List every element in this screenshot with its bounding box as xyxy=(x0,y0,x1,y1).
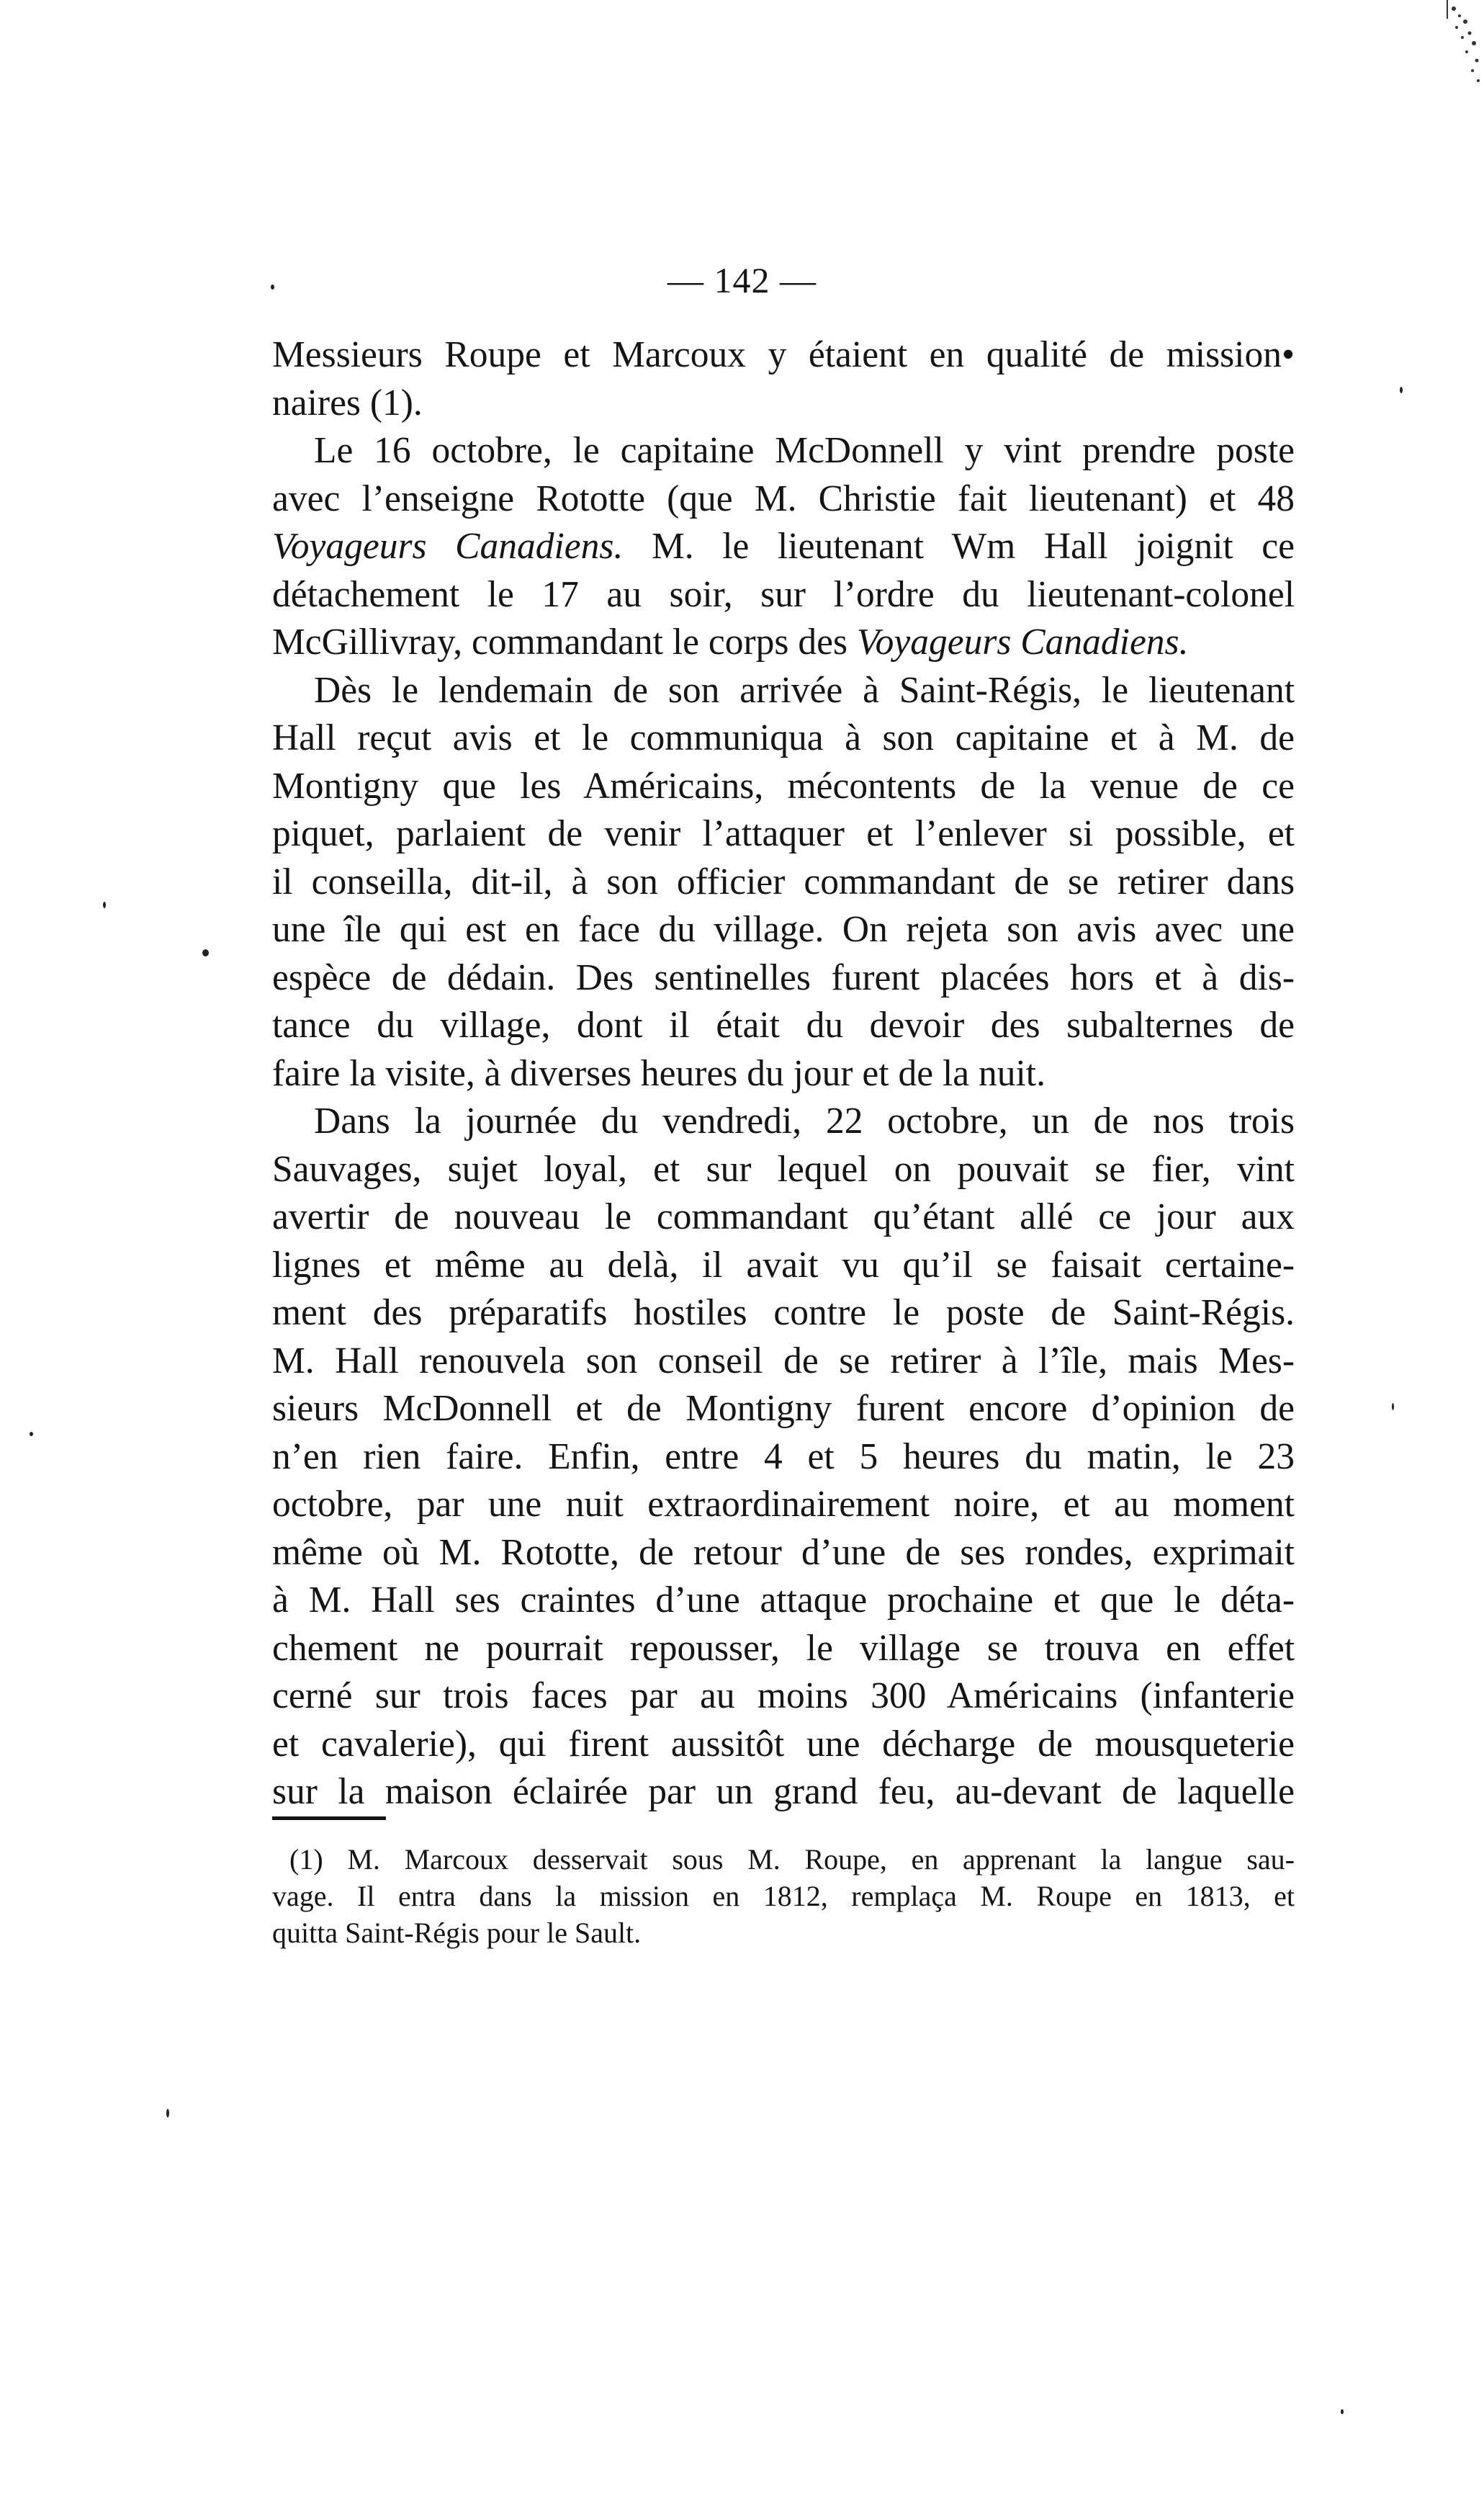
text-line: McGillivray, commandant le corps des Voyageurs Canadiens. xyxy=(272,622,1189,663)
body-text xyxy=(272,331,1295,1816)
footnote-rule xyxy=(272,1816,386,1820)
text-line: naires (1). xyxy=(272,382,423,424)
scan-speck xyxy=(1400,387,1403,393)
text-line: tance du village, dont il était du devoir des subalternes de xyxy=(272,1005,1295,1046)
italic-phrase: Voyageurs Canadiens. xyxy=(272,526,624,567)
page-number: — 142 — xyxy=(667,260,817,300)
text-line: Dans la journée du vendredi, 22 octobre, un de nos trois xyxy=(314,1101,1295,1142)
text-line: avec l’enseigne Rototte (que M. Christie fait lieutenant) et 48 xyxy=(272,478,1295,519)
text-line: une île qui est en face du village. On rejeta son avis avec une xyxy=(272,909,1295,950)
text-line: sieurs McDonnell et de Montigny furent encore d’opinion de xyxy=(272,1388,1295,1429)
scan-edge-noise xyxy=(1441,0,1484,94)
text-line: cerné sur trois faces par au moins 300 Américains (infanterie xyxy=(272,1675,1295,1716)
text-line: même où M. Rototte, de retour d’une de ses rondes, exprimait xyxy=(272,1531,1295,1573)
text-line: Dès le lendemain de son arrivée à Saint-Régis, le lieutenant xyxy=(314,669,1295,711)
text-line: avertir de nouveau le commandant qu’étant allé ce jour aux xyxy=(272,1196,1295,1237)
italic-phrase: Voyageurs Canadiens. xyxy=(856,622,1189,663)
scan-speck xyxy=(166,2109,169,2118)
scan-speck xyxy=(202,949,209,956)
text-line: espèce de dédain. Des sentinelles furent placées hors et à dis- xyxy=(272,956,1295,998)
text-line: faire la visite, à diverses heures du jour et de la nuit. xyxy=(272,1052,1045,1094)
text-line: à M. Hall ses craintes d’une attaque prochaine et que le déta- xyxy=(272,1579,1295,1621)
text-line: ment des préparatifs hostiles contre le poste de Saint-Régis. xyxy=(272,1292,1295,1333)
scan-speck xyxy=(30,1432,33,1436)
text-line: chement ne pourrait repousser, le village se trouva en effet xyxy=(272,1627,1295,1669)
footnote-line: vage. Il entra dans la mission en 1812, remplaça M. Roupe en 1813, et xyxy=(272,1880,1295,1912)
text-line: détachement le 17 au soir, sur l’ordre du lieutenant-colonel xyxy=(272,573,1295,615)
text-line: piquet, parlaient de venir l’attaquer et l’enlever si possible, et xyxy=(272,813,1295,854)
text-line: octobre, par une nuit extraordinairement noire, et au moment xyxy=(272,1484,1295,1525)
scan-speck xyxy=(103,902,106,908)
text-line: M. Hall renouvela son conseil de se retirer à l’île, mais Mes- xyxy=(272,1340,1295,1381)
scan-speck xyxy=(1392,1403,1394,1410)
text-line: il conseilla, dit-il, à son officier commandant de se retirer dans xyxy=(272,861,1295,902)
scan-speck xyxy=(1341,2409,1344,2414)
footnote-line: quitta Saint-Régis pour le Sault. xyxy=(272,1917,642,1949)
text-line: Sauvages, sujet loyal, et sur lequel on pouvait se fier, vint xyxy=(272,1148,1295,1190)
text-line: et cavalerie), qui firent aussitôt une décharge de mousqueterie xyxy=(272,1723,1295,1765)
text-line: Voyageurs Canadiens. M. le lieutenant Wm Hall joignit ce xyxy=(272,526,1295,567)
text-line: Le 16 octobre, le capitaine McDonnell y vint prendre poste xyxy=(314,430,1295,471)
text-line: Messieurs Roupe et Marcoux y étaient en qualité de mission• xyxy=(272,334,1295,375)
text-line: lignes et même au delà, il avait vu qu’il se faisait certaine- xyxy=(272,1244,1295,1286)
text-line: n’en rien faire. Enfin, entre 4 et 5 heures du matin, le 23 xyxy=(272,1435,1295,1477)
text-line: Montigny que les Américains, mécontents de la venue de ce xyxy=(272,765,1295,807)
footnote-line: (1) M. Marcoux desservait sous M. Roupe, en apprenant la langue sau- xyxy=(289,1843,1295,1876)
footnote xyxy=(272,1841,1295,1951)
text-line: sur la maison éclairée par un grand feu, au-devant de laquelle xyxy=(272,1771,1295,1812)
text-line: Hall reçut avis et le communiqua à son capitaine et à M. de xyxy=(272,717,1295,758)
scan-speck xyxy=(271,284,274,290)
